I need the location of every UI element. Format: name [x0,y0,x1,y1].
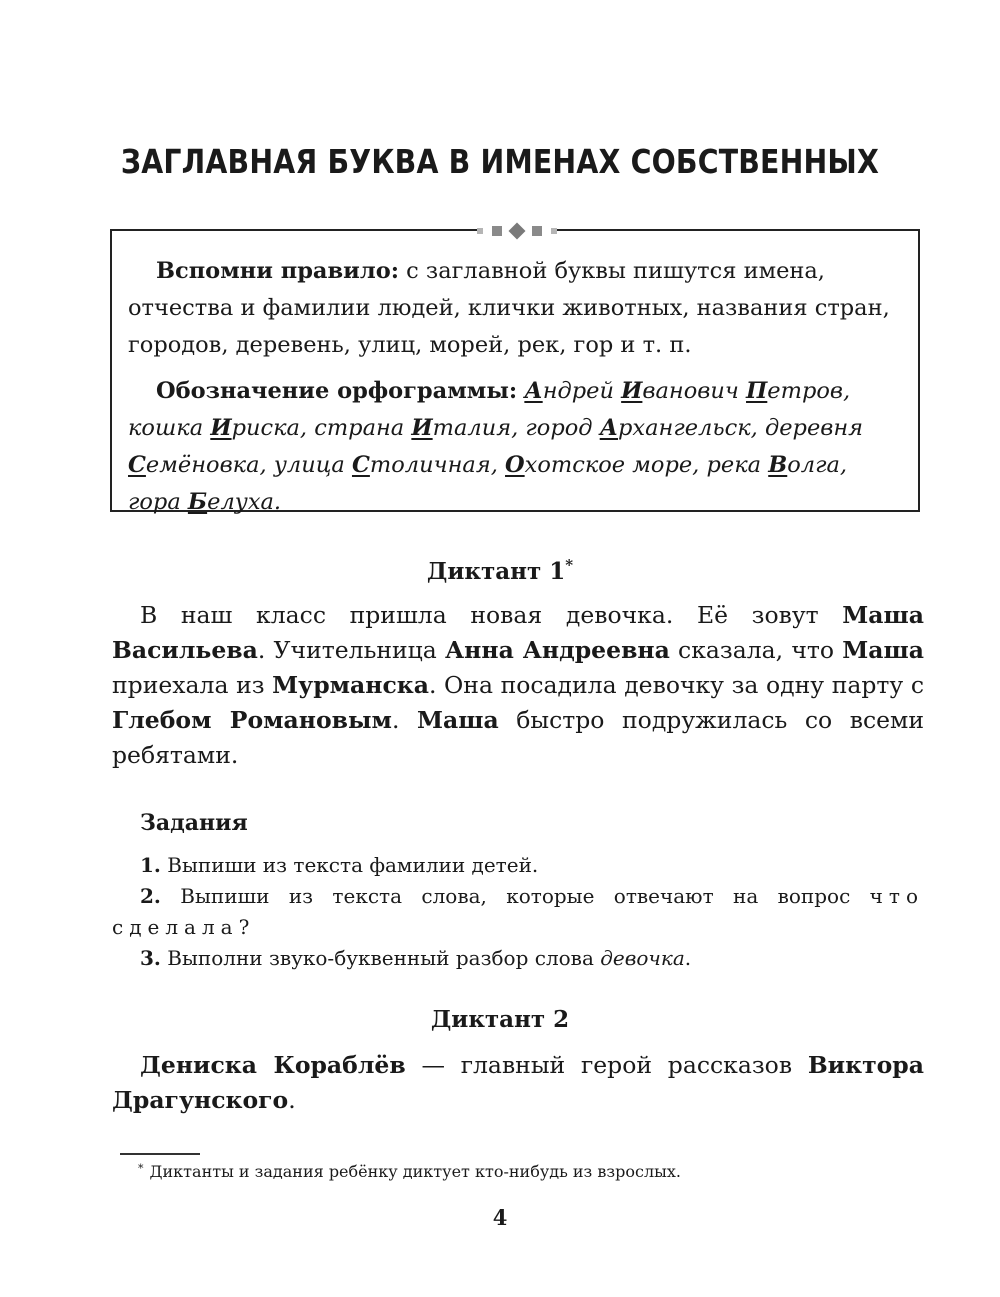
orthogram-word-rest: елуха. [207,489,282,515]
orthogram-word-rest: толичная, [369,452,506,478]
orthogram-word-rest: емёновка, улица [145,452,352,478]
orthogram-letter: И [621,378,643,404]
footnote [138,1162,681,1181]
page-number: 4 [492,1205,508,1230]
tasks-list [112,850,924,974]
orthogram-letter: С [128,452,146,478]
orthogram-letter: А [524,378,543,404]
dictation-1-paragraph: В наш класс пришла новая девочка. Её зовут Маша Васильева. Учительница Анна Андреевна сказала, что Маша приехала из Мурманска. Она посадила девочку за одну парту с Глебом Романовым. Маша быстро подружилась со всеми ребятами. [112,601,924,769]
orthogram-label: Обозначение орфограммы: [156,378,518,404]
orthogram-letter: О [505,452,525,478]
dictation-1-text [112,598,924,773]
rule-box [110,229,920,515]
orthogram-letter: И [210,415,232,441]
dictation-2-heading: Диктант 2 [430,1006,570,1033]
dictation-2-paragraph: Дениска Кораблёв — главный герой рассказов Виктора Драгунского. [112,1051,924,1114]
orthogram-word-rest: олга, гора [128,452,848,515]
ornament-divider [477,222,557,240]
orthogram-letter: Б [187,489,208,515]
orthogram-word-rest: ванович [642,378,747,404]
orthogram-word-rest: етров, кошка [128,378,851,441]
dictation-1-heading: Диктант 1* [426,556,574,585]
task-item-2: 2. Выпиши из текста слова, которые отвечают на вопрос что сделала? [112,884,924,939]
footnote-marker: * [565,556,574,574]
footnote-mark: * [138,1162,144,1175]
orthogram-word-rest: хотское море, река [524,452,769,478]
dictation-2-text [112,1048,924,1118]
tasks-title: Задания [140,810,248,836]
rule-paragraph [128,253,904,364]
orthogram-letter: В [768,452,788,478]
ornament-square-small [477,228,483,234]
orthogram-letter: П [746,378,768,404]
task-item-3: 3. Выполни звуко-буквенный разбор слова девочка. [140,946,692,970]
footnote-divider [120,1153,200,1155]
orthogram-word-rest: риска, страна [231,415,412,441]
ornament-square [492,226,502,236]
orthogram-letter: И [411,415,433,441]
footnote-text: Диктанты и задания ребёнку диктует кто-нибудь из взрослых. [149,1162,681,1181]
orthogram-word-rest: талия, город [432,415,600,441]
orthogram-paragraph [128,373,904,521]
ornament-square-small [551,228,557,234]
ornament-square [532,226,542,236]
orthogram-letter: А [599,415,619,441]
page-title: ЗАГЛАВНАЯ БУКВА В ИМЕНАХ СОБСТВЕННЫХ [120,142,880,181]
ornament-diamond [509,223,526,240]
orthogram-word-rest: ндрей [542,378,622,404]
rule-label: Вспомни правило: [156,258,400,284]
orthogram-letter: С [351,452,370,478]
rule-text: с заглавной буквы пишутся имена, отчества и фамилии людей, клички животных, названия стран, городов, деревень, улиц, морей, рек, гор и т. п. [128,258,890,358]
orthogram-word-rest: рхангельск, деревня [618,415,864,441]
task-item-1: 1. Выпиши из текста фамилии детей. [140,853,539,877]
